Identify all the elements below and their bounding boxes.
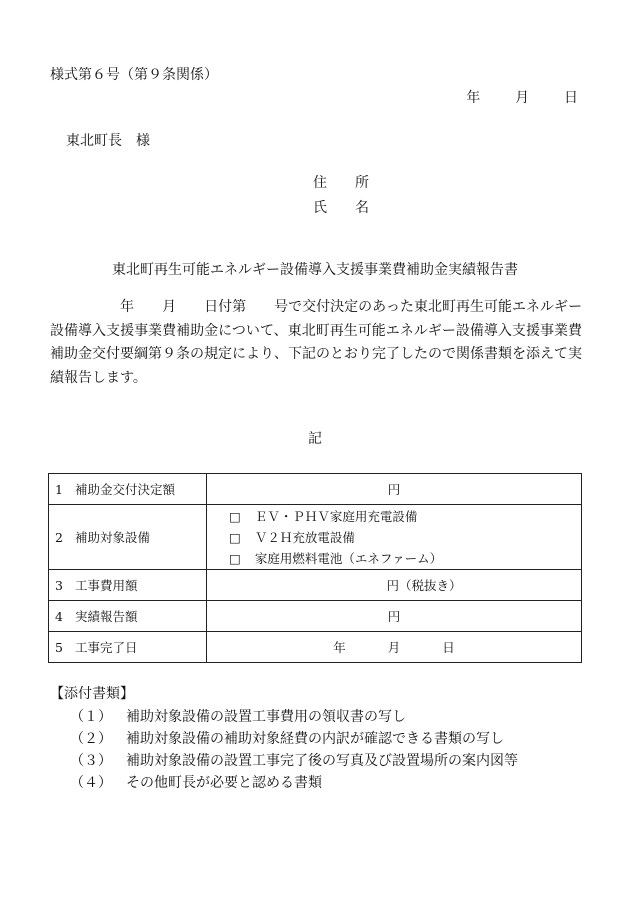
equipment-option-enefarm[interactable]: □ 家庭用燃料電池（エネファーム） <box>229 548 575 569</box>
addressee: 東北町長 様 <box>66 133 150 149</box>
subsidy-decision-amount-field[interactable]: 円 <box>207 474 582 505</box>
table-row <box>49 474 582 505</box>
form-number: 様式第６号（第９条関係） <box>50 67 218 83</box>
body-text: 号で交付決定のあった東北町再生可能エネルギー設備導入支援事業費補助金について、東北町再生可能エネルギー設備導入支援事業費補助金交付要綱第９条の規定により、下記のとおり完了したので関係書類を添えて実績報告します。 <box>50 299 583 386</box>
row-label: 3 工事費用額 <box>49 570 207 601</box>
row-label: 2 補助対象設備 <box>49 505 207 570</box>
table-row <box>49 505 582 570</box>
construction-cost-field[interactable]: 円（税抜き） <box>207 570 582 601</box>
info-table <box>48 473 582 663</box>
checkbox-icon[interactable]: □ <box>229 529 241 545</box>
date-day-label: 日 <box>564 90 578 106</box>
date-month-label: 月 <box>515 90 530 106</box>
checkbox-icon[interactable]: □ <box>229 508 241 524</box>
table-row <box>49 570 582 601</box>
date-year-label: 年 <box>466 90 481 106</box>
body-paragraph <box>50 296 582 390</box>
checkbox-icon[interactable]: □ <box>229 550 241 566</box>
name-label: 氏 名 <box>313 200 369 216</box>
equipment-option-ev[interactable]: □ ＥＶ・ＰＨＶ家庭用充電設備 <box>229 506 575 527</box>
list-item: （１） 補助対象設備の設置工事費用の領収書の写し <box>70 709 406 725</box>
document-title: 東北町再生可能エネルギー設備導入支援事業費補助金実績報告書 <box>112 262 518 278</box>
completion-date-field[interactable]: 年 月 日 <box>207 632 582 663</box>
equipment-options <box>207 505 582 570</box>
address-label: 住 所 <box>313 175 369 191</box>
submission-date <box>466 87 578 107</box>
row-label: 5 工事完了日 <box>49 632 207 663</box>
list-item: （２） 補助対象設備の補助対象経費の内訳が確認できる書類の写し <box>70 731 504 747</box>
row-label: 1 補助金交付決定額 <box>49 474 207 505</box>
body-day-no: 日付第 <box>204 299 247 315</box>
body-month: 月 <box>162 299 177 315</box>
row-label: 4 実績報告額 <box>49 601 207 632</box>
equipment-option-v2h[interactable]: □ Ｖ２Ｈ充放電設備 <box>229 527 575 548</box>
ki-heading: 記 <box>308 431 322 447</box>
report-amount-field[interactable]: 円 <box>207 601 582 632</box>
body-year: 年 <box>120 299 135 315</box>
body-indent <box>50 299 120 315</box>
list-item: （３） 補助対象設備の設置工事完了後の写真及び設置場所の案内図等 <box>70 753 518 769</box>
table-row <box>49 601 582 632</box>
attachments-title: 【添付書類】 <box>50 686 134 702</box>
applicant-block <box>313 171 369 221</box>
list-item: （４） その他町長が必要と認める書類 <box>70 775 322 791</box>
attachments-list <box>70 706 518 794</box>
table-row <box>49 632 582 663</box>
